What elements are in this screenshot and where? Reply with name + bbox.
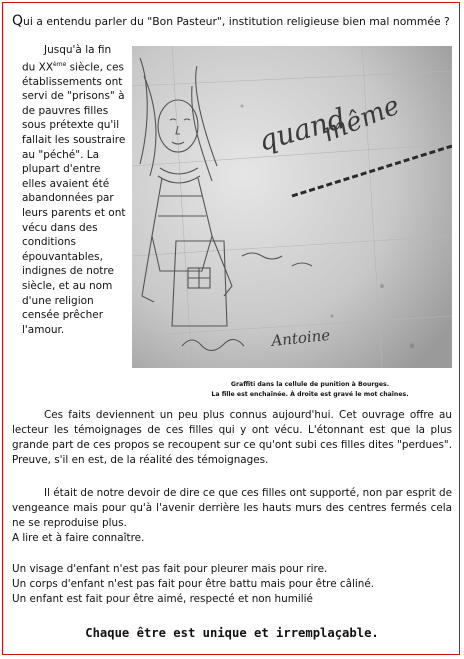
century-suffix: ème: [53, 60, 67, 68]
closing-line-1: Un visage d'enfant n'est pas fait pour pleurer mais pour rire.: [12, 563, 328, 575]
left-text-rest: siècle, ces établissements ont servi de "prisons" à de pauvres filles sous prétexte qu'il fallait les soustraire au "péché". La plupart d'entre elles avaient été abandonnées par leurs parents et ont vécu dans des conditions épouvantables, indignes de notre siècle, et au nom d'une religion censée prêcher l'amour.: [22, 61, 126, 336]
graffiti-photo: [132, 46, 452, 368]
paragraph-testimonies: [12, 408, 452, 468]
drop-letter: Q: [12, 13, 24, 29]
left-column-text: [22, 43, 126, 337]
photo-caption: [200, 380, 420, 400]
closing-line-2: Un corps d'enfant n'est pas fait pour être battu mais pour être câliné.: [12, 578, 375, 590]
graffiti-word-3: Antoine: [270, 325, 331, 350]
closing-lines: [12, 562, 452, 607]
graffiti-word-2: même: [318, 90, 404, 149]
caption-line-2: La fille est enchaînée. À droite est gravé le mot chaînes.: [211, 391, 409, 398]
final-statement: Chaque être est unique et irremplaçable.: [85, 626, 379, 640]
left-text-start: Jusqu'à la fin du XX: [22, 44, 112, 74]
intro-question: [12, 13, 452, 29]
read-line: A lire et à faire connaître.: [12, 532, 145, 544]
graffiti-word-1: quand: [254, 101, 350, 158]
intro-question-text: ui a entendu parler du "Bon Pasteur", institution religieuse bien mal nommée ?: [23, 15, 450, 28]
paragraph-2-text: Il était de notre devoir de dire ce que ces filles ont supporté, non par esprit de vengeance mais pour qu'à l'avenir derrière les hauts murs des centres fermés cela ne se reproduise plus.: [12, 487, 452, 529]
paragraph-1-text: Ces faits deviennent un peu plus connus aujourd'hui. Cet ouvrage offre au lecteur les témoignages de ces filles qui y ont vécu. L'étonnant est que la plus grande part de ces propos se recoupent sur ce qu'ont subi ces filles dites "perdues". Preuve, s'il en est, de la réalité des témoignages.: [12, 409, 452, 466]
caption-line-1: Graffiti dans la cellule de punition à Bourges.: [230, 381, 390, 388]
closing-line-3: Un enfant est fait pour être aimé, respecté et non humilié: [12, 593, 313, 605]
paragraph-duty: [12, 486, 452, 546]
